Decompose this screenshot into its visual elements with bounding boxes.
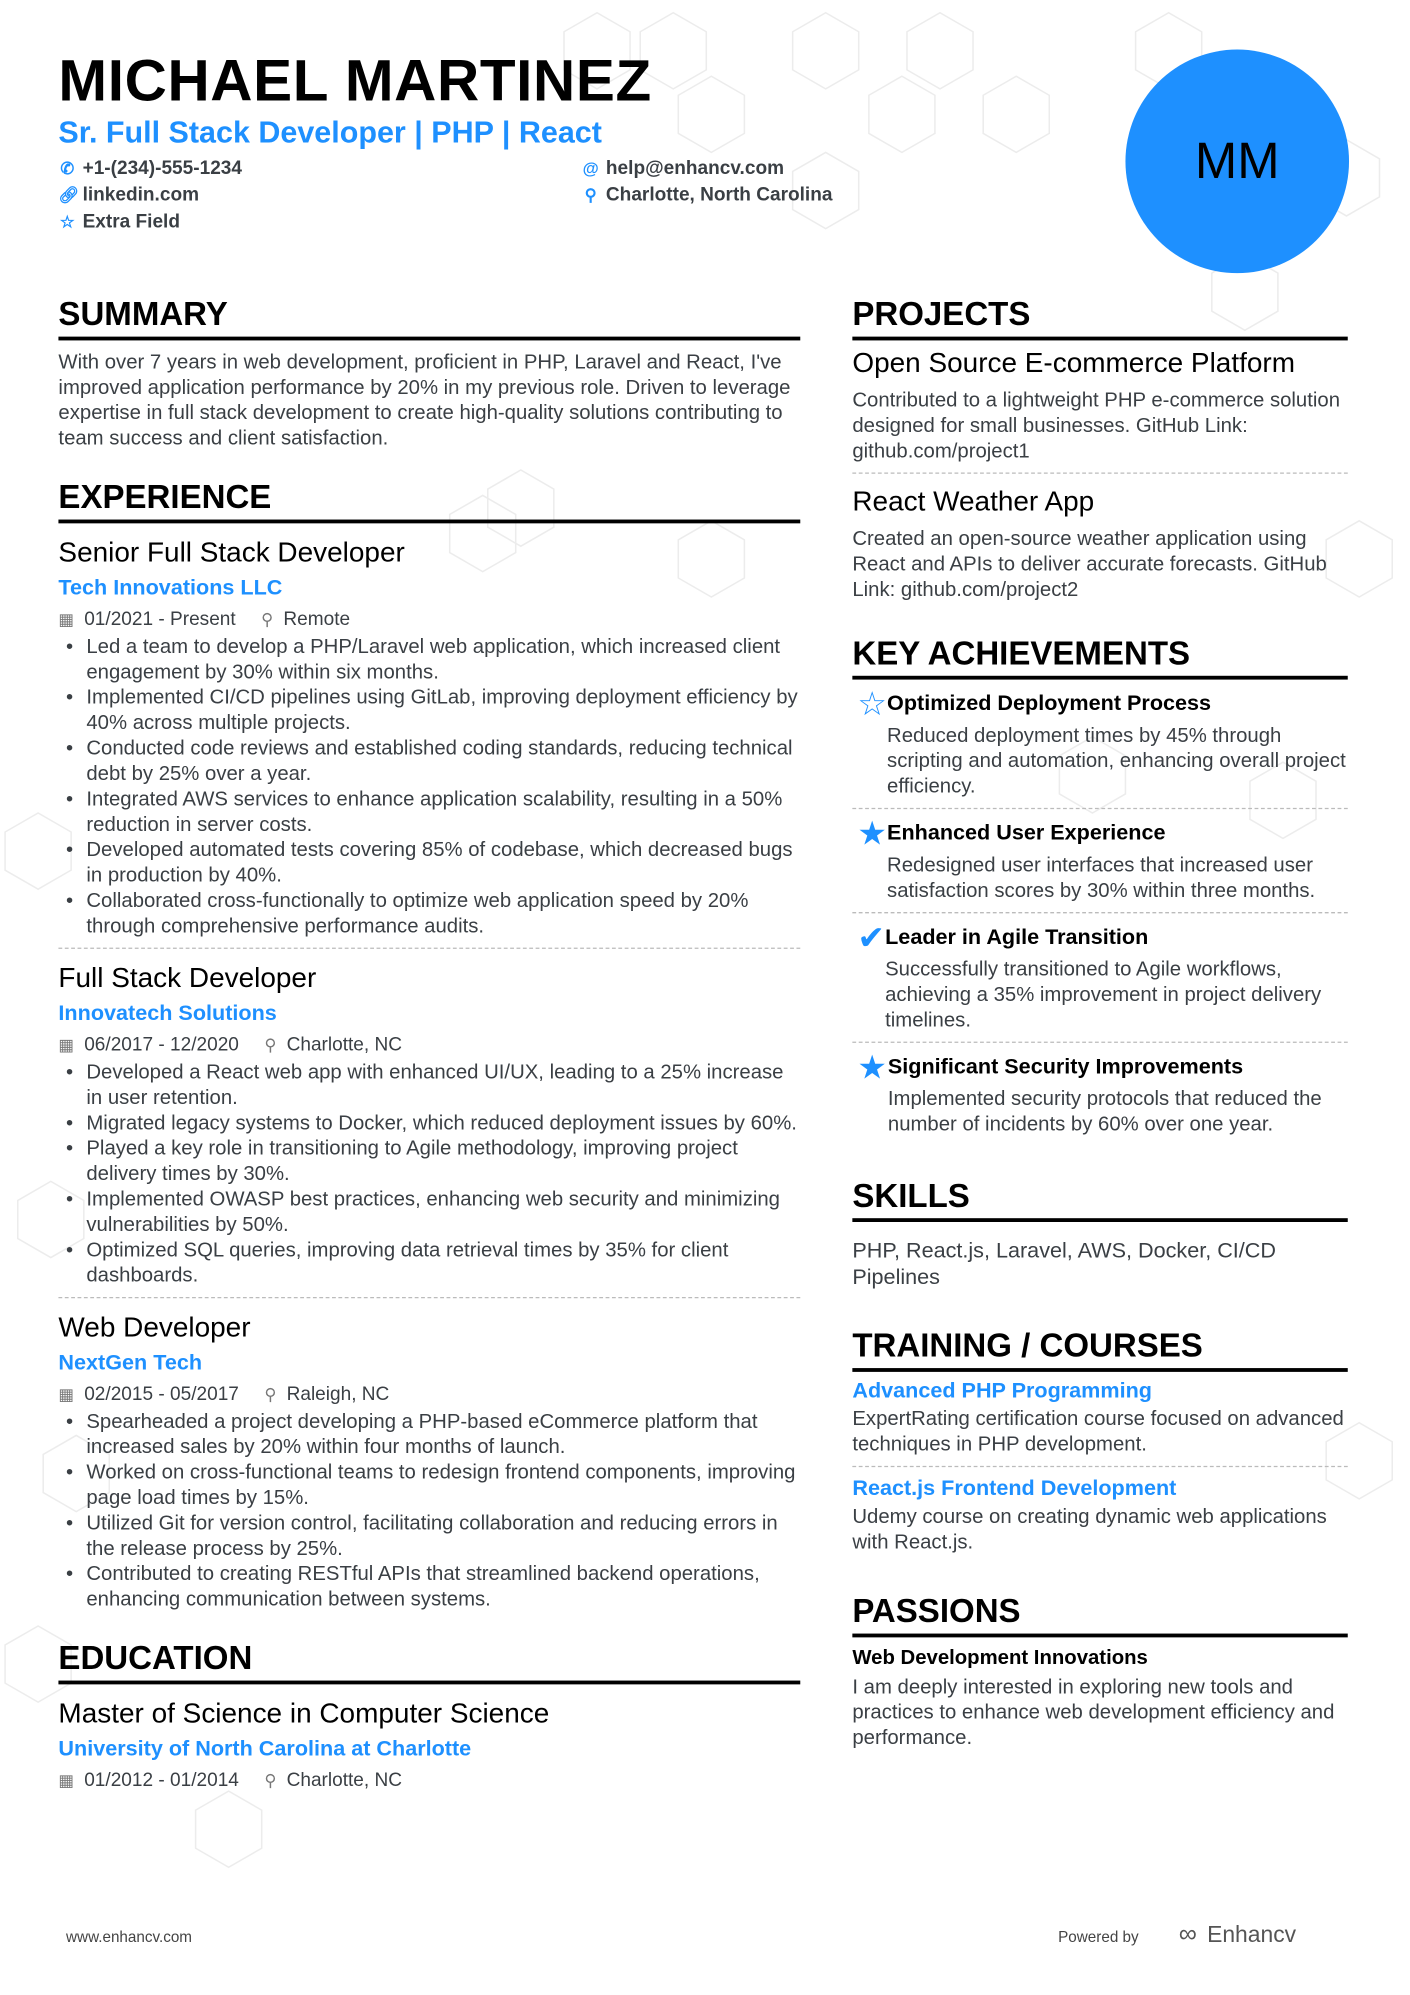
section-heading: EXPERIENCE — [58, 475, 800, 523]
hexagon-shape — [983, 76, 1049, 152]
contact-location — [582, 184, 833, 206]
star-icon: ☆ — [59, 211, 75, 231]
bullet-item: • Developed automated tests covering 85% of codebase, which decreased bugs in production by 40%. — [58, 838, 800, 889]
enhancv-logo[interactable] — [1179, 1921, 1296, 1950]
job-meta — [58, 1030, 800, 1060]
bullet-item: • Led a team to develop a PHP/Laravel web application, which increased client engagement by 30% within six months. — [58, 635, 800, 686]
achievement-title: Leader in Agile Transition — [885, 924, 1149, 949]
job-bullets — [58, 1410, 800, 1613]
job-bullets — [58, 1061, 800, 1290]
course-entry — [852, 1374, 1347, 1467]
job-location: Remote — [283, 608, 351, 631]
job-dates: 01/2021 - Present — [84, 608, 236, 631]
linkedin-link[interactable]: linkedin.com — [82, 184, 200, 206]
project-entry — [852, 343, 1347, 474]
skills-section — [852, 1174, 1347, 1291]
achievement-title: Optimized Deployment Process — [887, 691, 1212, 716]
achievements-section — [852, 631, 1347, 1145]
company-name: Tech Innovations LLC — [58, 575, 283, 600]
dates: 01/2012 - 01/2014 — [84, 1769, 239, 1792]
checkmark-icon: ✔ — [857, 918, 886, 957]
achievement-body — [887, 817, 1348, 905]
location: Charlotte, NC — [286, 1769, 403, 1792]
passions-section — [852, 1589, 1347, 1752]
contact-phone — [58, 158, 242, 180]
location-pin-icon: ⚲ — [264, 1384, 277, 1404]
hexagon-shape — [869, 76, 935, 152]
job-meta — [58, 1380, 800, 1410]
contact-linkedin[interactable] — [58, 184, 199, 206]
job-title: Web Developer — [58, 1310, 251, 1343]
achievement-entry — [852, 809, 1347, 913]
candidate-name: MICHAEL MARTINEZ — [58, 46, 652, 114]
section-heading: PROJECTS — [852, 292, 1347, 340]
star-outline-icon: ☆ — [857, 684, 888, 723]
footer-powered-by: Powered by — [1058, 1928, 1139, 1947]
email-link[interactable]: help@enhancv.com — [605, 157, 785, 180]
section-heading: KEY ACHIEVEMENTS — [852, 631, 1347, 679]
section-heading: EDUCATION — [58, 1636, 800, 1684]
education-meta — [58, 1766, 800, 1796]
contact-email[interactable] — [582, 158, 784, 180]
course-description: Udemy course on creating dynamic web applications with React.js. — [852, 1506, 1327, 1554]
location-pin-icon: ⚲ — [264, 1035, 277, 1055]
passion-text: I am deeply interested in exploring new tools and practices to enhance web development efficiency and performance. — [852, 1676, 1335, 1750]
training-section — [852, 1324, 1347, 1564]
summary-text: With over 7 years in web development, proficient in PHP, Laravel and React, I've improved application performance by 20% in my previous role. Driven to leverage expertise in full stack development to create high-quality solutions contributing to team success and client satisfaction. — [58, 351, 791, 450]
job-location: Charlotte, NC — [286, 1033, 403, 1056]
bullet-item: • Conducted code reviews and established coding standards, reducing technical debt by 25% over a year. — [58, 737, 800, 788]
job-dates: 06/2017 - 12/2020 — [84, 1033, 239, 1056]
contact-extra — [58, 211, 180, 233]
experience-section — [58, 475, 800, 1621]
hexagon-shape — [678, 76, 744, 152]
candidate-title: Sr. Full Stack Developer | PHP | React — [58, 115, 602, 150]
footer-website[interactable]: www.enhancv.com — [66, 1928, 193, 1947]
degree: Master of Science in Computer Science — [58, 1697, 550, 1729]
bullet-item: • Implemented OWASP best practices, enhancing web security and minimizing vulnerabilities by 50%. — [58, 1188, 800, 1239]
achievement-body — [888, 1051, 1348, 1139]
location-pin-icon: ⚲ — [584, 184, 597, 204]
job-title: Senior Full Stack Developer — [58, 536, 405, 568]
location-pin-icon: ⚲ — [264, 1770, 277, 1790]
achievement-title: Enhanced User Experience — [887, 820, 1166, 845]
company-name: NextGen Tech — [58, 1350, 203, 1375]
calendar-icon: ▦ — [58, 609, 75, 629]
bullet-item: • Contributed to creating RESTful APIs that streamlined backend operations, enhancing communication between systems. — [58, 1562, 800, 1613]
achievement-entry — [852, 913, 1347, 1043]
calendar-icon: ▦ — [58, 1035, 75, 1055]
skills-text: PHP, React.js, Laravel, AWS, Docker, CI/CD Pipelines — [852, 1238, 1277, 1290]
avatar: MM — [1125, 50, 1349, 274]
star-half-icon: ★ — [857, 1047, 888, 1087]
company-name: Innovatech Solutions — [58, 1000, 277, 1026]
project-title: React Weather App — [852, 485, 1095, 517]
project-description: Contributed to a lightweight PHP e-commerce solution designed for small businesses. GitHub Link: github.com/project1 — [852, 389, 1341, 463]
job-meta — [58, 605, 800, 635]
hexagon-shape — [196, 1791, 262, 1867]
education-section — [58, 1636, 800, 1796]
job-bullets — [58, 635, 800, 940]
phone-icon: ✆ — [60, 158, 75, 178]
passion-title: Web Development Innovations — [852, 1647, 1148, 1670]
achievement-description: Reduced deployment times by 45% through scripting and automation, enhancing overall project efficiency. — [887, 725, 1346, 798]
bullet-item: • Optimized SQL queries, improving data retrieval times by 35% for client dashboards. — [58, 1239, 800, 1290]
achievement-title: Significant Security Improvements — [887, 1054, 1244, 1079]
brand-name: Enhancv — [1207, 1921, 1297, 1948]
section-heading: TRAINING / COURSES — [852, 1324, 1347, 1372]
bullet-item: • Spearheaded a project developing a PHP-based eCommerce platform that increased sales by 20% within four months of launch. — [58, 1410, 800, 1461]
course-entry — [852, 1472, 1347, 1563]
enhancv-logo-icon: ∞ — [1178, 1920, 1197, 1949]
bullet-item: • Implemented CI/CD pipelines using GitLab, improving deployment efficiency by 40% across multiple projects. — [58, 686, 800, 737]
right-column — [852, 292, 1347, 1752]
bullet-item: • Developed a React web app with enhanced UI/UX, leading to a 25% increase in user retention. — [58, 1061, 800, 1112]
hexagon-shape — [907, 13, 973, 89]
school: University of North Carolina at Charlotte — [58, 1736, 472, 1761]
section-heading: PASSIONS — [852, 1589, 1347, 1637]
achievement-entry — [852, 1043, 1347, 1146]
projects-section — [852, 292, 1347, 611]
calendar-icon: ▦ — [58, 1384, 75, 1404]
course-description: ExpertRating certification course focused on advanced techniques in PHP development. — [852, 1408, 1344, 1456]
bullet-item: • Collaborated cross-functionally to optimize web application speed by 20% through comprehensive performance audits. — [58, 889, 800, 940]
bullet-item: • Migrated legacy systems to Docker, which reduced deployment issues by 60%. — [58, 1111, 800, 1136]
job-entry — [58, 1308, 800, 1620]
bullet-item: • Integrated AWS services to enhance application scalability, resulting in a 50% reduction in server costs. — [58, 788, 800, 839]
job-title: Full Stack Developer — [58, 961, 317, 994]
job-entry — [58, 959, 800, 1298]
course-title[interactable]: Advanced PHP Programming — [852, 1378, 1152, 1403]
extra-field-text: Extra Field — [82, 210, 181, 233]
course-title[interactable]: React.js Frontend Development — [852, 1476, 1177, 1501]
section-heading: SUMMARY — [58, 292, 800, 340]
phone-text: +1-(234)-555-1234 — [82, 157, 243, 180]
achievement-entry — [852, 680, 1347, 810]
project-title: Open Source E-commerce Platform — [852, 346, 1296, 379]
job-dates: 02/2015 - 05/2017 — [84, 1383, 239, 1405]
bullet-item: • Worked on cross-functional teams to redesign frontend components, improving page load times by 15%. — [58, 1461, 800, 1512]
left-column — [58, 292, 800, 1796]
achievement-body — [887, 687, 1348, 800]
achievement-description: Implemented security protocols that reduced the number of incidents by 60% over one year. — [887, 1088, 1322, 1136]
achievement-description: Successfully transitioned to Agile workflows, achieving a 35% improvement in project delivery timelines. — [885, 959, 1322, 1032]
job-location: Raleigh, NC — [286, 1383, 390, 1405]
bullet-item: • Utilized Git for version control, facilitating collaboration and reducing errors in the release process by 25%. — [58, 1512, 800, 1563]
project-description: Created an open-source weather application using React and APIs to deliver accurate forecasts. GitHub Link: github.com/project2 — [852, 528, 1327, 601]
job-entry — [58, 534, 800, 949]
at-icon: @ — [582, 158, 599, 178]
hexagon-shape — [793, 13, 859, 89]
bullet-item: • Played a key role in transitioning to Agile methodology, improving project delivery times by 30%. — [58, 1137, 800, 1188]
achievement-description: Redesigned user interfaces that increased user satisfaction scores by 30% within three months. — [887, 854, 1316, 902]
link-icon: 🔗︎ — [58, 184, 80, 204]
project-entry — [852, 481, 1347, 611]
achievement-body — [885, 921, 1348, 1034]
calendar-icon: ▦ — [58, 1770, 75, 1790]
summary-section — [58, 292, 800, 452]
location-pin-icon: ⚲ — [261, 609, 274, 629]
star-half-icon: ★ — [857, 814, 888, 853]
location-text: Charlotte, North Carolina — [605, 184, 833, 206]
section-heading: SKILLS — [852, 1174, 1347, 1222]
